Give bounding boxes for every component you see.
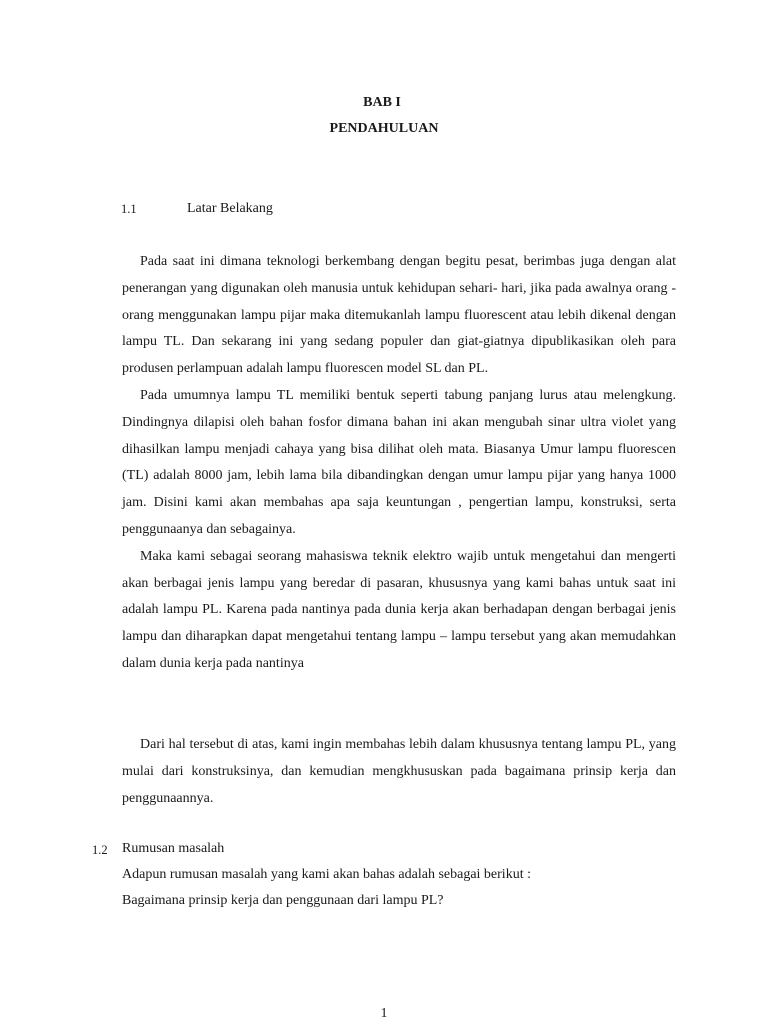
section-2-line: Adapun rumusan masalah yang kami akan bahas adalah sebagai berikut :: [122, 867, 531, 882]
chapter-number: BAB I: [363, 95, 401, 110]
paragraph: Pada saat ini dimana teknologi berkembang dengan begitu pesat, berimbas juga dengan alat penerangan yang digunakan oleh manusia untuk kehidupan sehari- hari, jika pada awalnya orang - orang menggunakan lampu pijar maka ditemukanlah lampu fluorescent atau lebih dikenal dengan lampu TL. Dan sekarang ini yang sedang populer dan giat-giatnya dipublikasikan oleh para produsen perlampuan adalah lampu fluorescen model SL dan PL.: [122, 254, 676, 377]
section-2-number: 1.2: [92, 843, 108, 857]
page-number: 1: [380, 1006, 388, 1021]
paragraph: Maka kami sebagai seorang mahasiswa teknik elektro wajib untuk mengetahui dan mengerti akan berbagai jenis lampu yang beredar di pasaran, khususnya yang kami bahas untuk saat ini adalah lampu PL. Karena pada nantinya pada dunia kerja akan berhadapan dengan berbagai jenis lampu dan diharapkan dapat mengetahui tentang lampu – lampu tersebut yang akan memudahkan dalam dunia kerja pada nantinya: [122, 548, 676, 671]
section-2-line: Bagaimana prinsip kerja dan penggunaan dari lampu PL?: [122, 893, 444, 908]
section-1-body-top: [122, 249, 676, 678]
paragraph: Pada umumnya lampu TL memiliki bentuk seperti tabung panjang lurus atau melengkung. Dindingnya dilapisi oleh bahan fosfor dimana bahan ini akan mengubah sinar ultra violet yang dihasilkan lampu menjadi cahaya yang bisa dilihat oleh mata. Biasanya Umur lampu fluorescen (TL) adalah 8000 jam, lebih lama bila dibandingkan dengan umur lampu pijar yang hanya 1000 jam. Disini kami akan membahas apa saja keuntungan , pengertian lampu, konstruksi, serta penggunaanya dan sebagainya.: [122, 387, 676, 537]
chapter-title: PENDAHULUAN: [329, 121, 439, 136]
section-2-title: Rumusan masalah: [122, 841, 225, 856]
paragraph: Dari hal tersebut di atas, kami ingin membahas lebih dalam khususnya tentang lampu PL, yang mulai dari konstruksinya, dan kemudian mengkhususkan pada bagaimana prinsip kerja dan penggunaannya.: [122, 737, 676, 806]
section-1-body-bottom: [122, 732, 676, 812]
section-1-title: Latar Belakang: [187, 201, 273, 216]
section-1-number: 1.1: [121, 202, 137, 216]
